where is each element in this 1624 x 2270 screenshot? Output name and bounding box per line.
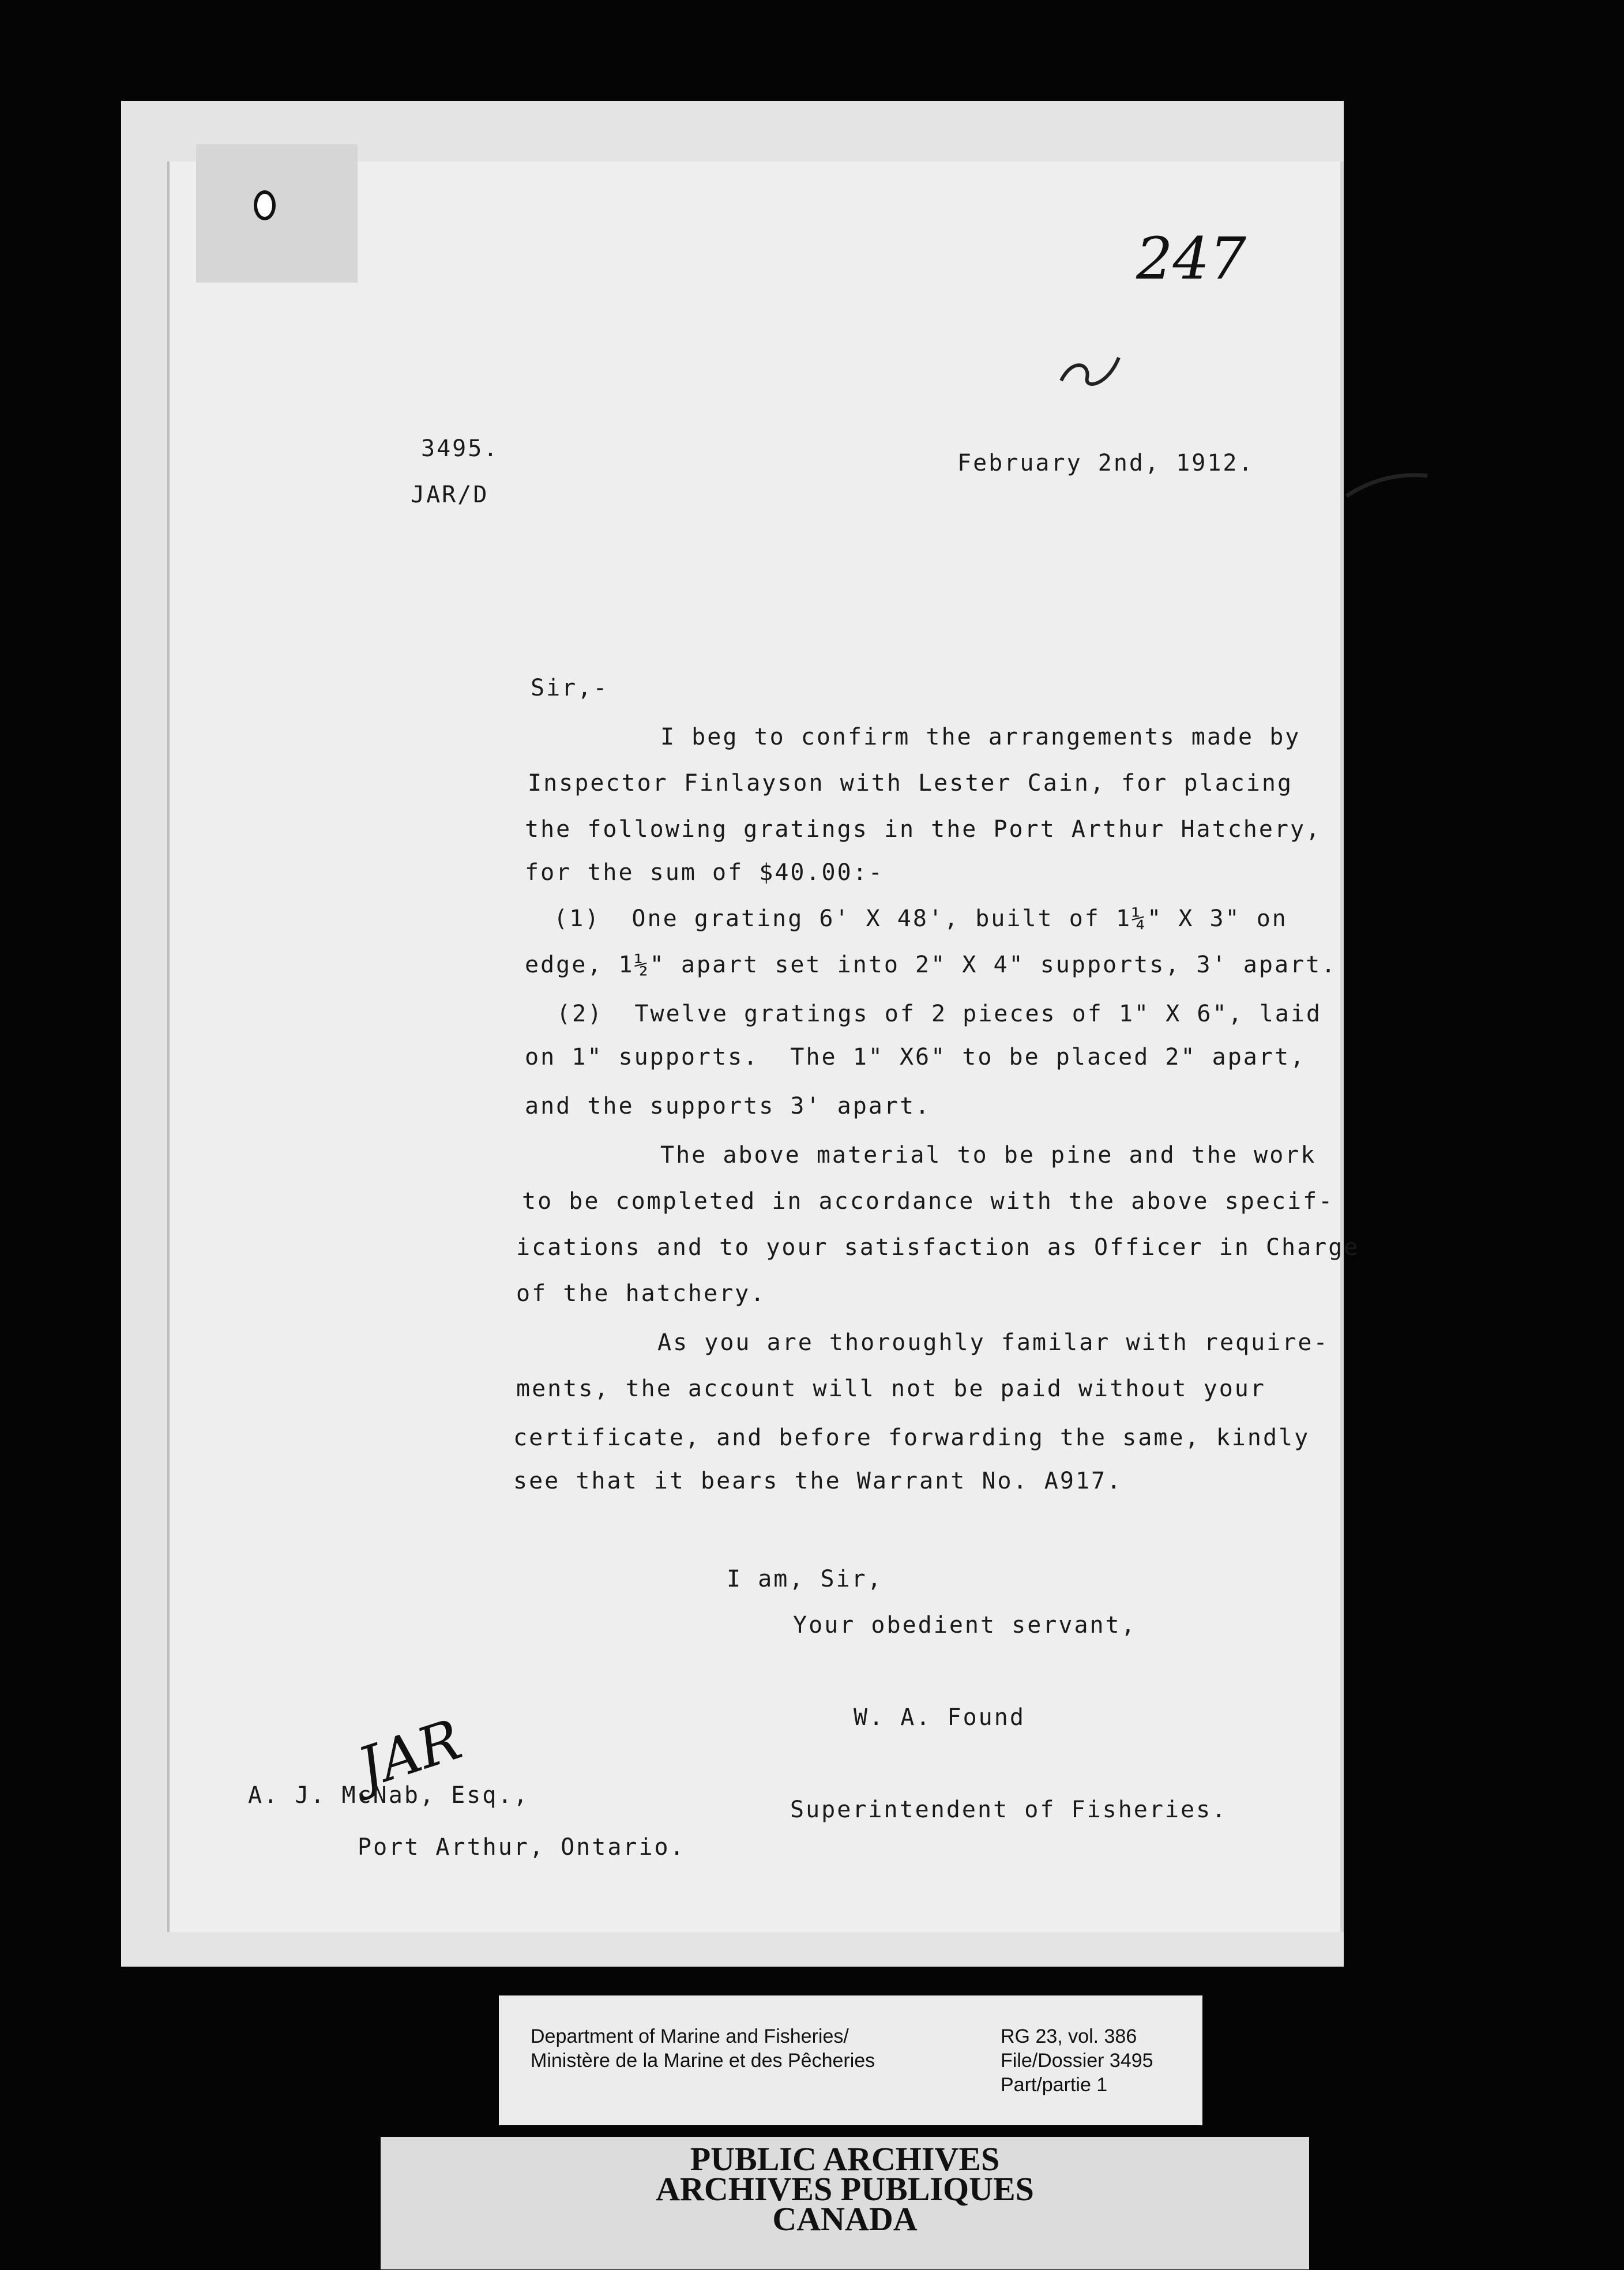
signer-title: Superintendent of Fisheries. — [790, 1797, 1228, 1823]
file-reference: File/Dossier 3495 — [1001, 2050, 1153, 2072]
archives-line-3: CANADA — [772, 2200, 918, 2238]
body-line-3: the following gratings in the Port Arthur Hatchery, — [525, 816, 1322, 843]
body-line-14: As you are thoroughly familar with require- — [657, 1329, 1329, 1356]
file-number: 3495. — [421, 435, 499, 462]
body-line-7: (2) Twelve gratings of 2 pieces of 1" X 6", laid — [557, 1001, 1322, 1027]
department-en: Department of Marine and Fisheries/ — [531, 2025, 849, 2047]
archives-stamp — [381, 2140, 1309, 2238]
page-number: 247 — [1136, 225, 1246, 292]
initials-reference: JAR/D — [411, 482, 489, 508]
body-line-16: certificate, and before forwarding the same, kindly — [513, 1425, 1310, 1451]
closing-servant: Your obedient servant, — [793, 1612, 1137, 1638]
body-line-8: on 1" supports. The 1" X6" to be placed 2" apart, — [525, 1044, 1306, 1070]
body-line-15: ments, the account will not be paid without your — [516, 1375, 1266, 1402]
body-line-9: and the supports 3' apart. — [525, 1093, 931, 1119]
margin-mark — [1344, 467, 1430, 502]
archive-reference-label — [499, 1995, 1202, 2125]
body-line-17: see that it bears the Warrant No. A917. — [513, 1468, 1123, 1494]
body-line-10: The above material to be pine and the work — [660, 1142, 1317, 1168]
part-reference: Part/partie 1 — [1001, 2074, 1108, 2096]
body-line-2: Inspector Finlayson with Lester Cain, for placing — [528, 770, 1294, 796]
body-line-12: ications and to your satisfaction as Officer in Charge — [516, 1234, 1360, 1261]
letter-date: February 2nd, 1912. — [957, 450, 1254, 476]
archives-line-1: PUBLIC ARCHIVES — [690, 2140, 1000, 2178]
department-fr: Ministère de la Marine et des Pêcheries — [531, 2050, 875, 2072]
record-group: RG 23, vol. 386 — [1001, 2025, 1137, 2047]
paper-tab — [196, 144, 358, 283]
archives-line-2: ARCHIVES PUBLIQUES — [656, 2170, 1034, 2208]
addressee-name: A. J. McNab, Esq., — [248, 1782, 529, 1809]
body-line-5: (1) One grating 6' X 48', built of 1¼" X 3" on — [554, 905, 1288, 932]
punch-hole-mark — [254, 190, 276, 220]
body-line-6: edge, 1½" apart set into 2" X 4" supports, 3' apart. — [525, 952, 1337, 978]
salutation: Sir,- — [531, 675, 609, 701]
body-line-13: of the hatchery. — [516, 1280, 766, 1307]
body-line-1: I beg to confirm the arrangements made by — [660, 724, 1301, 750]
pen-flourish-mark — [1055, 346, 1125, 398]
body-line-11: to be completed in accordance with the above specif- — [522, 1188, 1334, 1215]
closing-line: I am, Sir, — [727, 1566, 883, 1592]
body-line-4: for the sum of $40.00:- — [525, 859, 884, 886]
signature: W. A. Found — [854, 1704, 1025, 1731]
handwritten-initials: JAR — [350, 1707, 469, 1801]
addressee-location: Port Arthur, Ontario. — [358, 1834, 686, 1861]
